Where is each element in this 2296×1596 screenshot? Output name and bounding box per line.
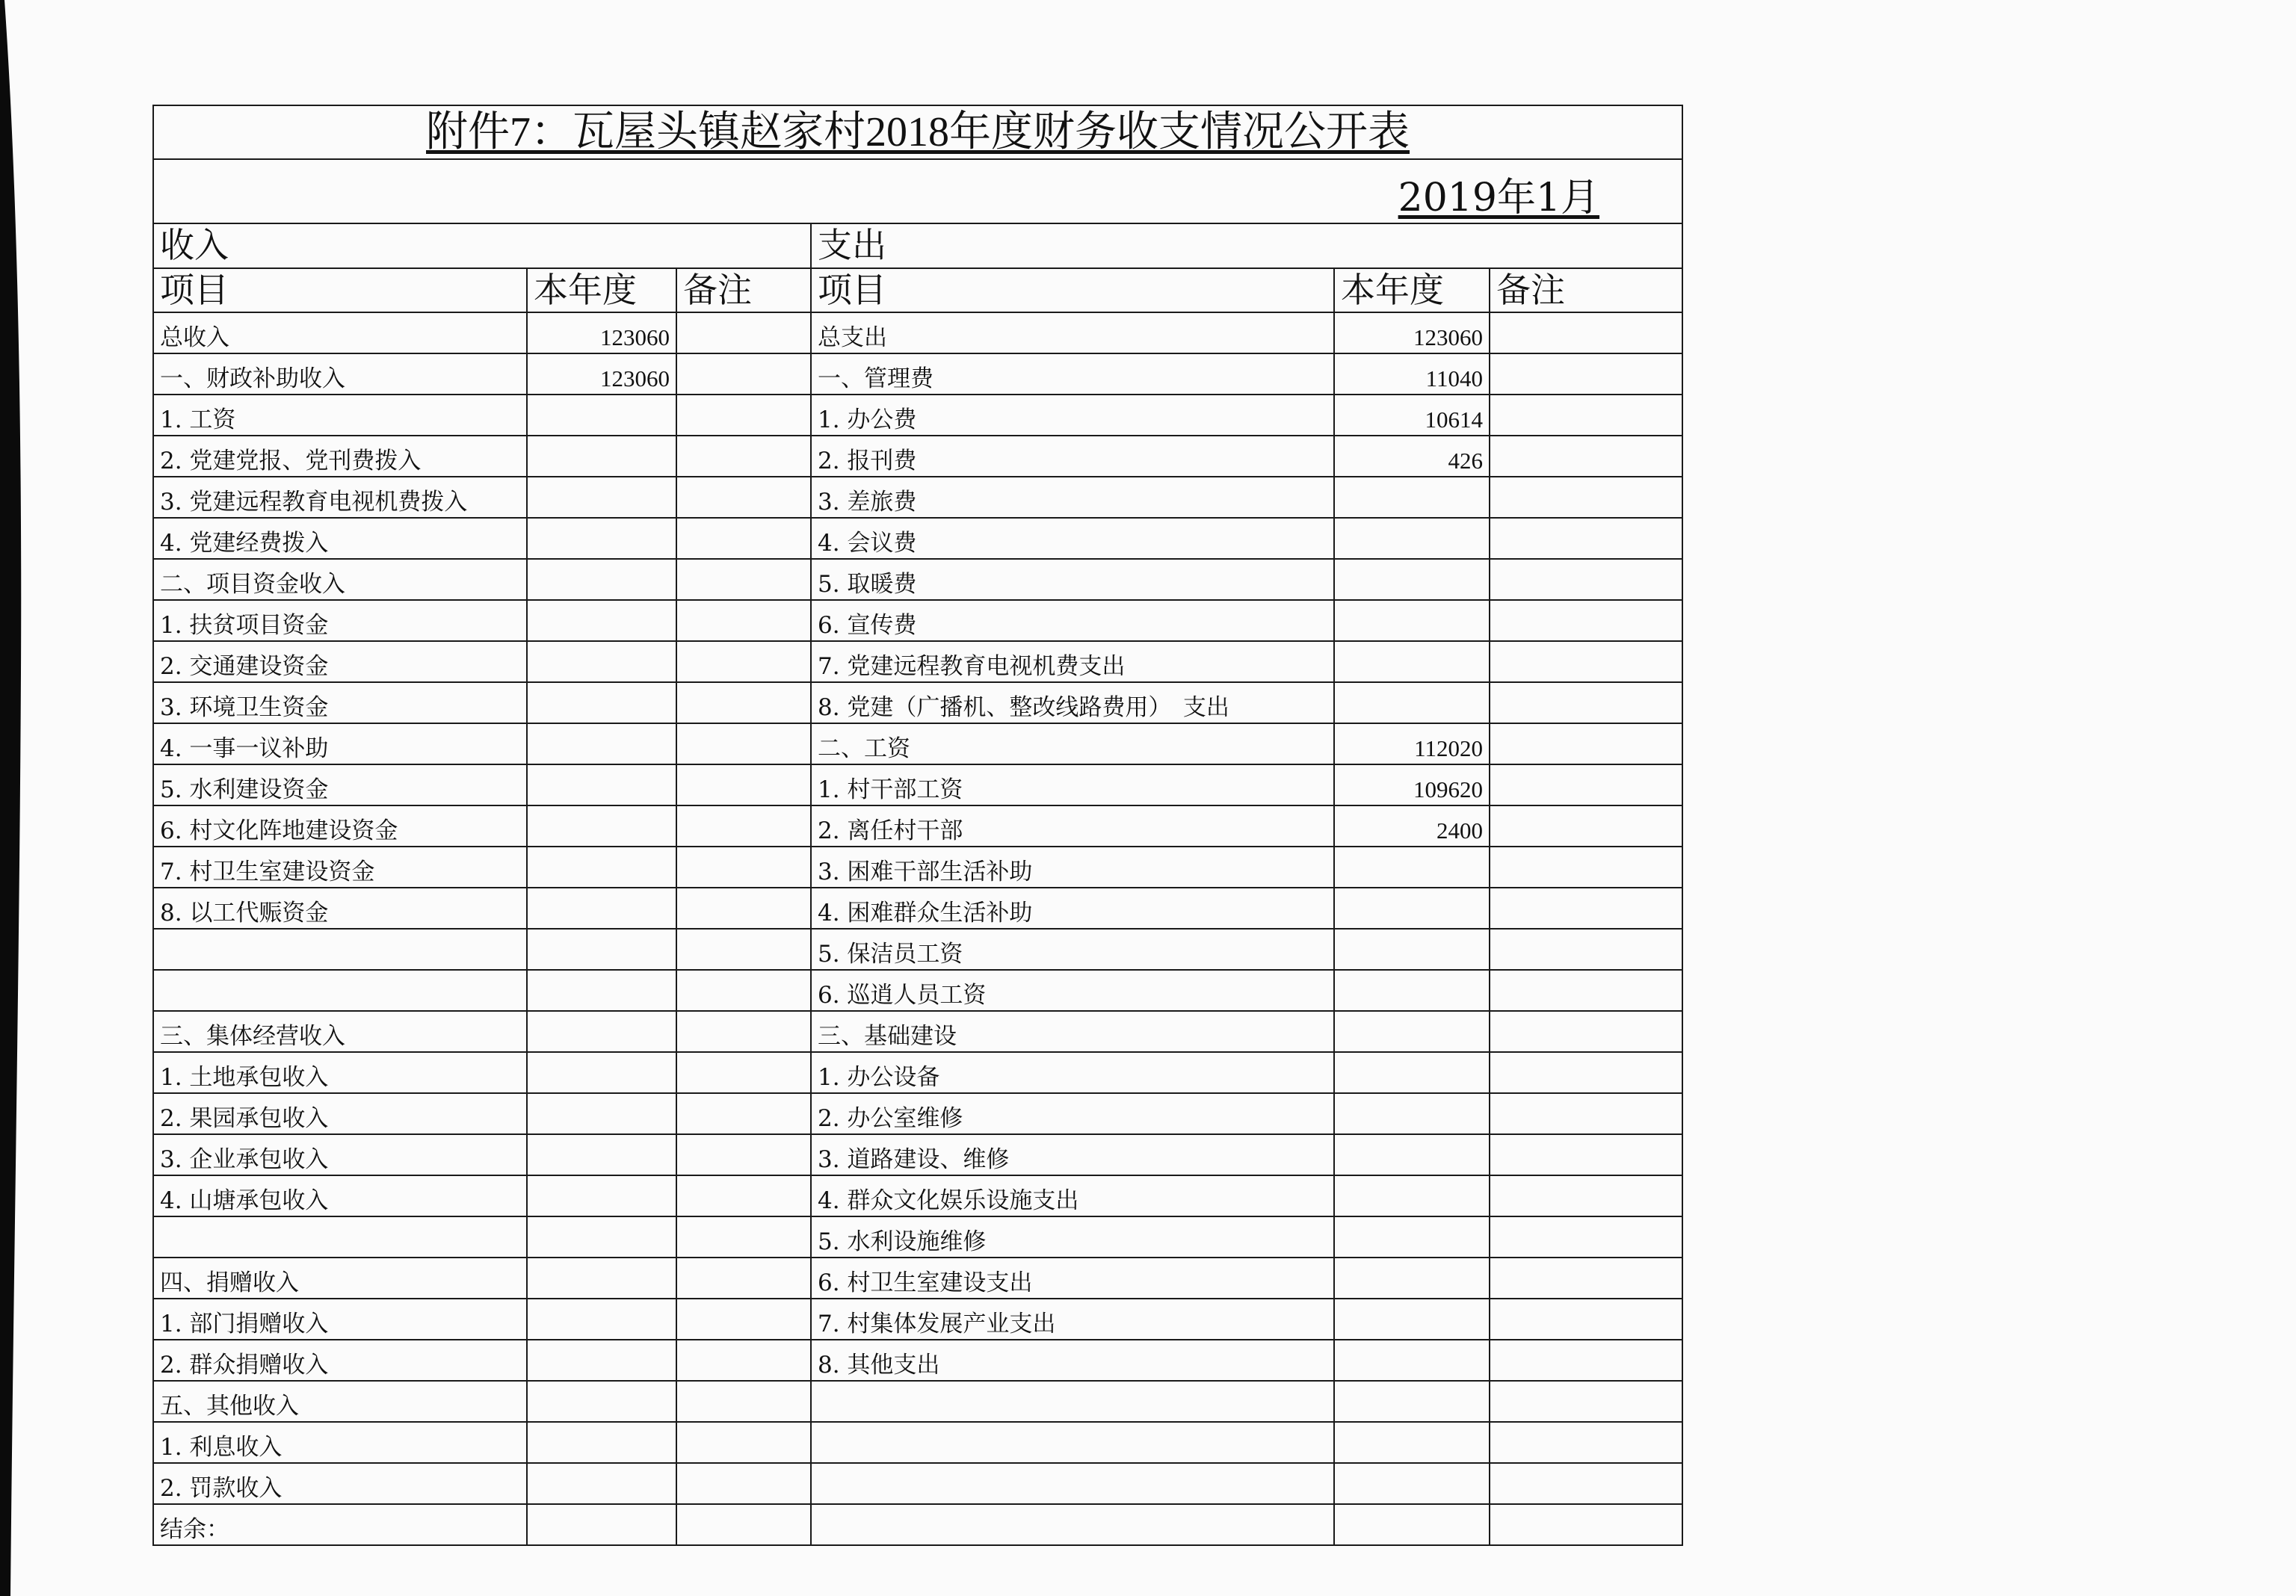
expense-amount-cell <box>1334 970 1490 1011</box>
expense-amount-cell <box>1334 1011 1490 1052</box>
income-note-cell <box>676 1258 811 1299</box>
income-amount-cell <box>527 682 676 723</box>
income-item-cell: 2. 群众捐赠收入 <box>153 1340 527 1381</box>
expense-item-cell: 三、基础建设 <box>811 1011 1334 1052</box>
income-item-cell: 结余： <box>153 1504 527 1545</box>
income-amount-cell <box>527 477 676 518</box>
table-row <box>153 1052 1682 1093</box>
title-row <box>153 105 1682 159</box>
expense-note-cell <box>1490 518 1682 559</box>
expense-item-cell <box>811 1381 1334 1422</box>
income-amount-cell: 123060 <box>527 353 676 395</box>
income-note-cell <box>676 764 811 805</box>
expense-item-cell <box>811 1504 1334 1545</box>
income-amount-cell <box>527 1175 676 1216</box>
expense-item-cell: 8. 党建（广播机、整改线路费用） 支出 <box>811 682 1334 723</box>
income-amount-cell <box>527 970 676 1011</box>
expense-note-cell <box>1490 764 1682 805</box>
income-item-cell: 7. 村卫生室建设资金 <box>153 847 527 888</box>
income-amount-cell <box>527 1011 676 1052</box>
expense-note-cell <box>1490 1134 1682 1175</box>
income-item-cell: 2. 罚款收入 <box>153 1463 527 1504</box>
income-amount-cell <box>527 805 676 847</box>
income-amount-cell <box>527 559 676 600</box>
income-item-cell: 2. 交通建设资金 <box>153 641 527 682</box>
expense-note-cell <box>1490 1216 1682 1258</box>
expense-amount-cell <box>1334 559 1490 600</box>
income-amount-cell <box>527 1340 676 1381</box>
expense-item-cell: 3. 困难干部生活补助 <box>811 847 1334 888</box>
expense-item-cell: 1. 办公设备 <box>811 1052 1334 1093</box>
expense-item-cell <box>811 1422 1334 1463</box>
expense-amount-cell: 10614 <box>1334 395 1490 436</box>
income-note-cell <box>676 723 811 764</box>
table-row <box>153 1463 1682 1504</box>
income-item-cell: 五、其他收入 <box>153 1381 527 1422</box>
income-amount-cell <box>527 929 676 970</box>
income-note-cell <box>676 682 811 723</box>
income-item-cell: 6. 村文化阵地建设资金 <box>153 805 527 847</box>
expense-amount-cell <box>1334 477 1490 518</box>
income-item-cell: 4. 一事一议补助 <box>153 723 527 764</box>
income-note-cell <box>676 1340 811 1381</box>
income-note-cell <box>676 1422 811 1463</box>
expense-note-cell <box>1490 353 1682 395</box>
expense-item-cell: 5. 取暖费 <box>811 559 1334 600</box>
expense-note-cell <box>1490 1299 1682 1340</box>
expense-amount-cell <box>1334 641 1490 682</box>
income-amount-cell <box>527 641 676 682</box>
income-amount-cell <box>527 1381 676 1422</box>
expense-amount-cell <box>1334 1463 1490 1504</box>
expense-item-cell: 5. 水利设施维修 <box>811 1216 1334 1258</box>
expense-note-cell <box>1490 970 1682 1011</box>
income-item-cell: 三、集体经营收入 <box>153 1011 527 1052</box>
total-income-value: 123060 <box>527 312 676 353</box>
income-item-cell: 3. 党建远程教育电视机费拨入 <box>153 477 527 518</box>
expense-amount-cell <box>1334 1340 1490 1381</box>
expense-note-cell <box>1490 682 1682 723</box>
expense-item-cell: 6. 宣传费 <box>811 600 1334 641</box>
income-amount-cell <box>527 888 676 929</box>
income-note-cell <box>676 600 811 641</box>
expense-item-cell: 7. 党建远程教育电视机费支出 <box>811 641 1334 682</box>
expense-item-cell: 2. 办公室维修 <box>811 1093 1334 1134</box>
income-amount-cell <box>527 436 676 477</box>
expense-note-cell <box>1490 888 1682 929</box>
income-amount-cell <box>527 1422 676 1463</box>
income-note-cell <box>676 1381 811 1422</box>
income-amount-cell <box>527 1299 676 1340</box>
income-amount-cell <box>527 764 676 805</box>
table-row <box>153 559 1682 600</box>
income-note-cell <box>676 1011 811 1052</box>
expense-amount-cell <box>1334 1381 1490 1422</box>
income-item-cell: 1. 土地承包收入 <box>153 1052 527 1093</box>
table-row <box>153 847 1682 888</box>
income-amount-cell <box>527 518 676 559</box>
expense-note-cell <box>1490 1175 1682 1216</box>
table-row <box>153 764 1682 805</box>
income-amount-cell <box>527 1093 676 1134</box>
income-note-cell <box>676 395 811 436</box>
expense-note-cell <box>1490 723 1682 764</box>
income-item-cell: 1. 部门捐赠收入 <box>153 1299 527 1340</box>
income-item-cell: 1. 扶贫项目资金 <box>153 600 527 641</box>
expense-item-cell: 4. 困难群众生活补助 <box>811 888 1334 929</box>
expense-item-cell: 2. 报刊费 <box>811 436 1334 477</box>
expense-item-header: 项目 <box>811 268 1334 313</box>
expense-item-cell: 6. 巡逍人员工资 <box>811 970 1334 1011</box>
income-note-cell <box>676 1463 811 1504</box>
income-item-cell: 4. 山塘承包收入 <box>153 1175 527 1216</box>
expense-note-cell <box>1490 436 1682 477</box>
expense-note-cell <box>1490 477 1682 518</box>
expense-item-cell: 5. 保洁员工资 <box>811 929 1334 970</box>
income-note-cell <box>676 353 811 395</box>
income-note-cell <box>676 929 811 970</box>
expense-note-cell <box>1490 1093 1682 1134</box>
income-amount-cell <box>527 1134 676 1175</box>
expense-note-header: 备注 <box>1490 268 1682 313</box>
income-amount-cell <box>527 1258 676 1299</box>
table-row <box>153 641 1682 682</box>
income-item-cell: 四、捐赠收入 <box>153 1258 527 1299</box>
section-row <box>153 223 1682 268</box>
income-note-cell <box>676 970 811 1011</box>
table-row <box>153 1504 1682 1545</box>
income-note-cell <box>676 559 811 600</box>
table-row <box>153 436 1682 477</box>
expense-note-cell <box>1490 1504 1682 1545</box>
table-row <box>153 723 1682 764</box>
expense-note-cell <box>1490 805 1682 847</box>
total-expense-label: 总支出 <box>811 312 1334 353</box>
expense-amount-cell: 112020 <box>1334 723 1490 764</box>
income-item-cell: 3. 环境卫生资金 <box>153 682 527 723</box>
income-amount-cell <box>527 1052 676 1093</box>
expense-amount-cell <box>1334 1422 1490 1463</box>
expense-amount-cell <box>1334 1175 1490 1216</box>
income-item-cell: 4. 党建经费拨入 <box>153 518 527 559</box>
expense-note-cell <box>1490 1463 1682 1504</box>
income-amount-cell <box>527 600 676 641</box>
income-note-cell <box>676 1504 811 1545</box>
table-row <box>153 1134 1682 1175</box>
expense-amount-cell <box>1334 1258 1490 1299</box>
income-item-cell: 5. 水利建设资金 <box>153 764 527 805</box>
income-note-cell <box>676 1052 811 1093</box>
scan-edge-shadow <box>0 0 25 1596</box>
income-note-cell <box>676 1175 811 1216</box>
expense-item-cell: 2. 离任村干部 <box>811 805 1334 847</box>
expense-amount-cell <box>1334 1216 1490 1258</box>
date-row <box>153 159 1682 223</box>
income-amount-header: 本年度 <box>527 268 676 313</box>
table-row <box>153 477 1682 518</box>
income-item-cell: 一、财政补助收入 <box>153 353 527 395</box>
expense-item-cell: 1. 办公费 <box>811 395 1334 436</box>
expense-note-cell <box>1490 600 1682 641</box>
table-row <box>153 600 1682 641</box>
expense-note-cell <box>1490 929 1682 970</box>
table-row <box>153 970 1682 1011</box>
table-row <box>153 682 1682 723</box>
total-expense-note <box>1490 312 1682 353</box>
income-note-cell <box>676 805 811 847</box>
table-row <box>153 1175 1682 1216</box>
income-note-cell <box>676 1134 811 1175</box>
expense-note-cell <box>1490 1422 1682 1463</box>
expense-item-cell: 8. 其他支出 <box>811 1340 1334 1381</box>
expense-item-cell: 6. 村卫生室建设支出 <box>811 1258 1334 1299</box>
table-row <box>153 518 1682 559</box>
income-item-cell: 8. 以工代赈资金 <box>153 888 527 929</box>
expense-item-cell: 4. 会议费 <box>811 518 1334 559</box>
expense-note-cell <box>1490 1381 1682 1422</box>
expense-item-cell: 3. 差旅费 <box>811 477 1334 518</box>
table-row <box>153 1093 1682 1134</box>
table-row <box>153 395 1682 436</box>
income-note-cell <box>676 518 811 559</box>
table-row <box>153 888 1682 929</box>
expense-note-cell <box>1490 641 1682 682</box>
expense-note-cell <box>1490 395 1682 436</box>
income-amount-cell <box>527 1216 676 1258</box>
expense-item-cell: 7. 村集体发展产业支出 <box>811 1299 1334 1340</box>
income-item-cell: 1. 工资 <box>153 395 527 436</box>
table-row <box>153 1011 1682 1052</box>
table-row <box>153 353 1682 395</box>
finance-table <box>152 105 1683 1546</box>
income-amount-cell <box>527 847 676 888</box>
expense-amount-cell <box>1334 1504 1490 1545</box>
income-note-header: 备注 <box>676 268 811 313</box>
income-item-cell: 3. 企业承包收入 <box>153 1134 527 1175</box>
column-header-row <box>153 268 1682 313</box>
table-row <box>153 1422 1682 1463</box>
expense-amount-cell <box>1334 518 1490 559</box>
expense-amount-cell <box>1334 1093 1490 1134</box>
table-row <box>153 1340 1682 1381</box>
table-row <box>153 1216 1682 1258</box>
income-note-cell <box>676 847 811 888</box>
expense-item-cell: 1. 村干部工资 <box>811 764 1334 805</box>
income-amount-cell <box>527 1504 676 1545</box>
income-section-label: 收入 <box>153 223 811 268</box>
expense-note-cell <box>1490 1011 1682 1052</box>
income-note-cell <box>676 436 811 477</box>
income-item-cell <box>153 970 527 1011</box>
income-note-cell <box>676 1093 811 1134</box>
income-item-cell: 2. 党建党报、党刊费拨入 <box>153 436 527 477</box>
table-row <box>153 805 1682 847</box>
income-item-cell <box>153 929 527 970</box>
table-row <box>153 929 1682 970</box>
table-row <box>153 1381 1682 1422</box>
income-note-cell <box>676 1216 811 1258</box>
expense-item-cell: 4. 群众文化娱乐设施支出 <box>811 1175 1334 1216</box>
expense-amount-cell <box>1334 1052 1490 1093</box>
expense-note-cell <box>1490 1052 1682 1093</box>
expense-amount-header: 本年度 <box>1334 268 1490 313</box>
expense-item-cell: 3. 道路建设、维修 <box>811 1134 1334 1175</box>
income-note-cell <box>676 641 811 682</box>
expense-item-cell: 二、工资 <box>811 723 1334 764</box>
expense-amount-cell <box>1334 682 1490 723</box>
expense-amount-cell <box>1334 888 1490 929</box>
expense-amount-cell: 426 <box>1334 436 1490 477</box>
expense-note-cell <box>1490 847 1682 888</box>
expense-note-cell <box>1490 559 1682 600</box>
expense-item-cell <box>811 1463 1334 1504</box>
expense-amount-cell <box>1334 847 1490 888</box>
income-item-cell: 二、项目资金收入 <box>153 559 527 600</box>
expense-amount-cell <box>1334 1299 1490 1340</box>
totals-row <box>153 312 1682 353</box>
table-row <box>153 1258 1682 1299</box>
income-note-cell <box>676 477 811 518</box>
expense-item-cell: 一、管理费 <box>811 353 1334 395</box>
expense-note-cell <box>1490 1340 1682 1381</box>
page-title: 附件7：瓦屋头镇赵家村2018年度财务收支情况公开表 <box>426 109 1410 155</box>
income-amount-cell <box>527 1463 676 1504</box>
income-amount-cell <box>527 395 676 436</box>
income-note-cell <box>676 888 811 929</box>
expense-amount-cell: 109620 <box>1334 764 1490 805</box>
income-item-cell: 1. 利息收入 <box>153 1422 527 1463</box>
table-row <box>153 1299 1682 1340</box>
expense-amount-cell <box>1334 600 1490 641</box>
report-date: 2019年1月 <box>1398 176 1600 220</box>
income-amount-cell <box>527 723 676 764</box>
income-item-cell: 2. 果园承包收入 <box>153 1093 527 1134</box>
expense-amount-cell <box>1334 1134 1490 1175</box>
income-note-cell <box>676 1299 811 1340</box>
expense-amount-cell <box>1334 929 1490 970</box>
expense-note-cell <box>1490 1258 1682 1299</box>
total-income-label: 总收入 <box>153 312 527 353</box>
total-income-note <box>676 312 811 353</box>
total-expense-value: 123060 <box>1334 312 1490 353</box>
income-item-cell <box>153 1216 527 1258</box>
expense-amount-cell: 2400 <box>1334 805 1490 847</box>
income-item-header: 项目 <box>153 268 527 313</box>
expense-section-label: 支出 <box>811 223 1682 268</box>
expense-amount-cell: 11040 <box>1334 353 1490 395</box>
financial-statement-sheet <box>152 105 1682 1544</box>
